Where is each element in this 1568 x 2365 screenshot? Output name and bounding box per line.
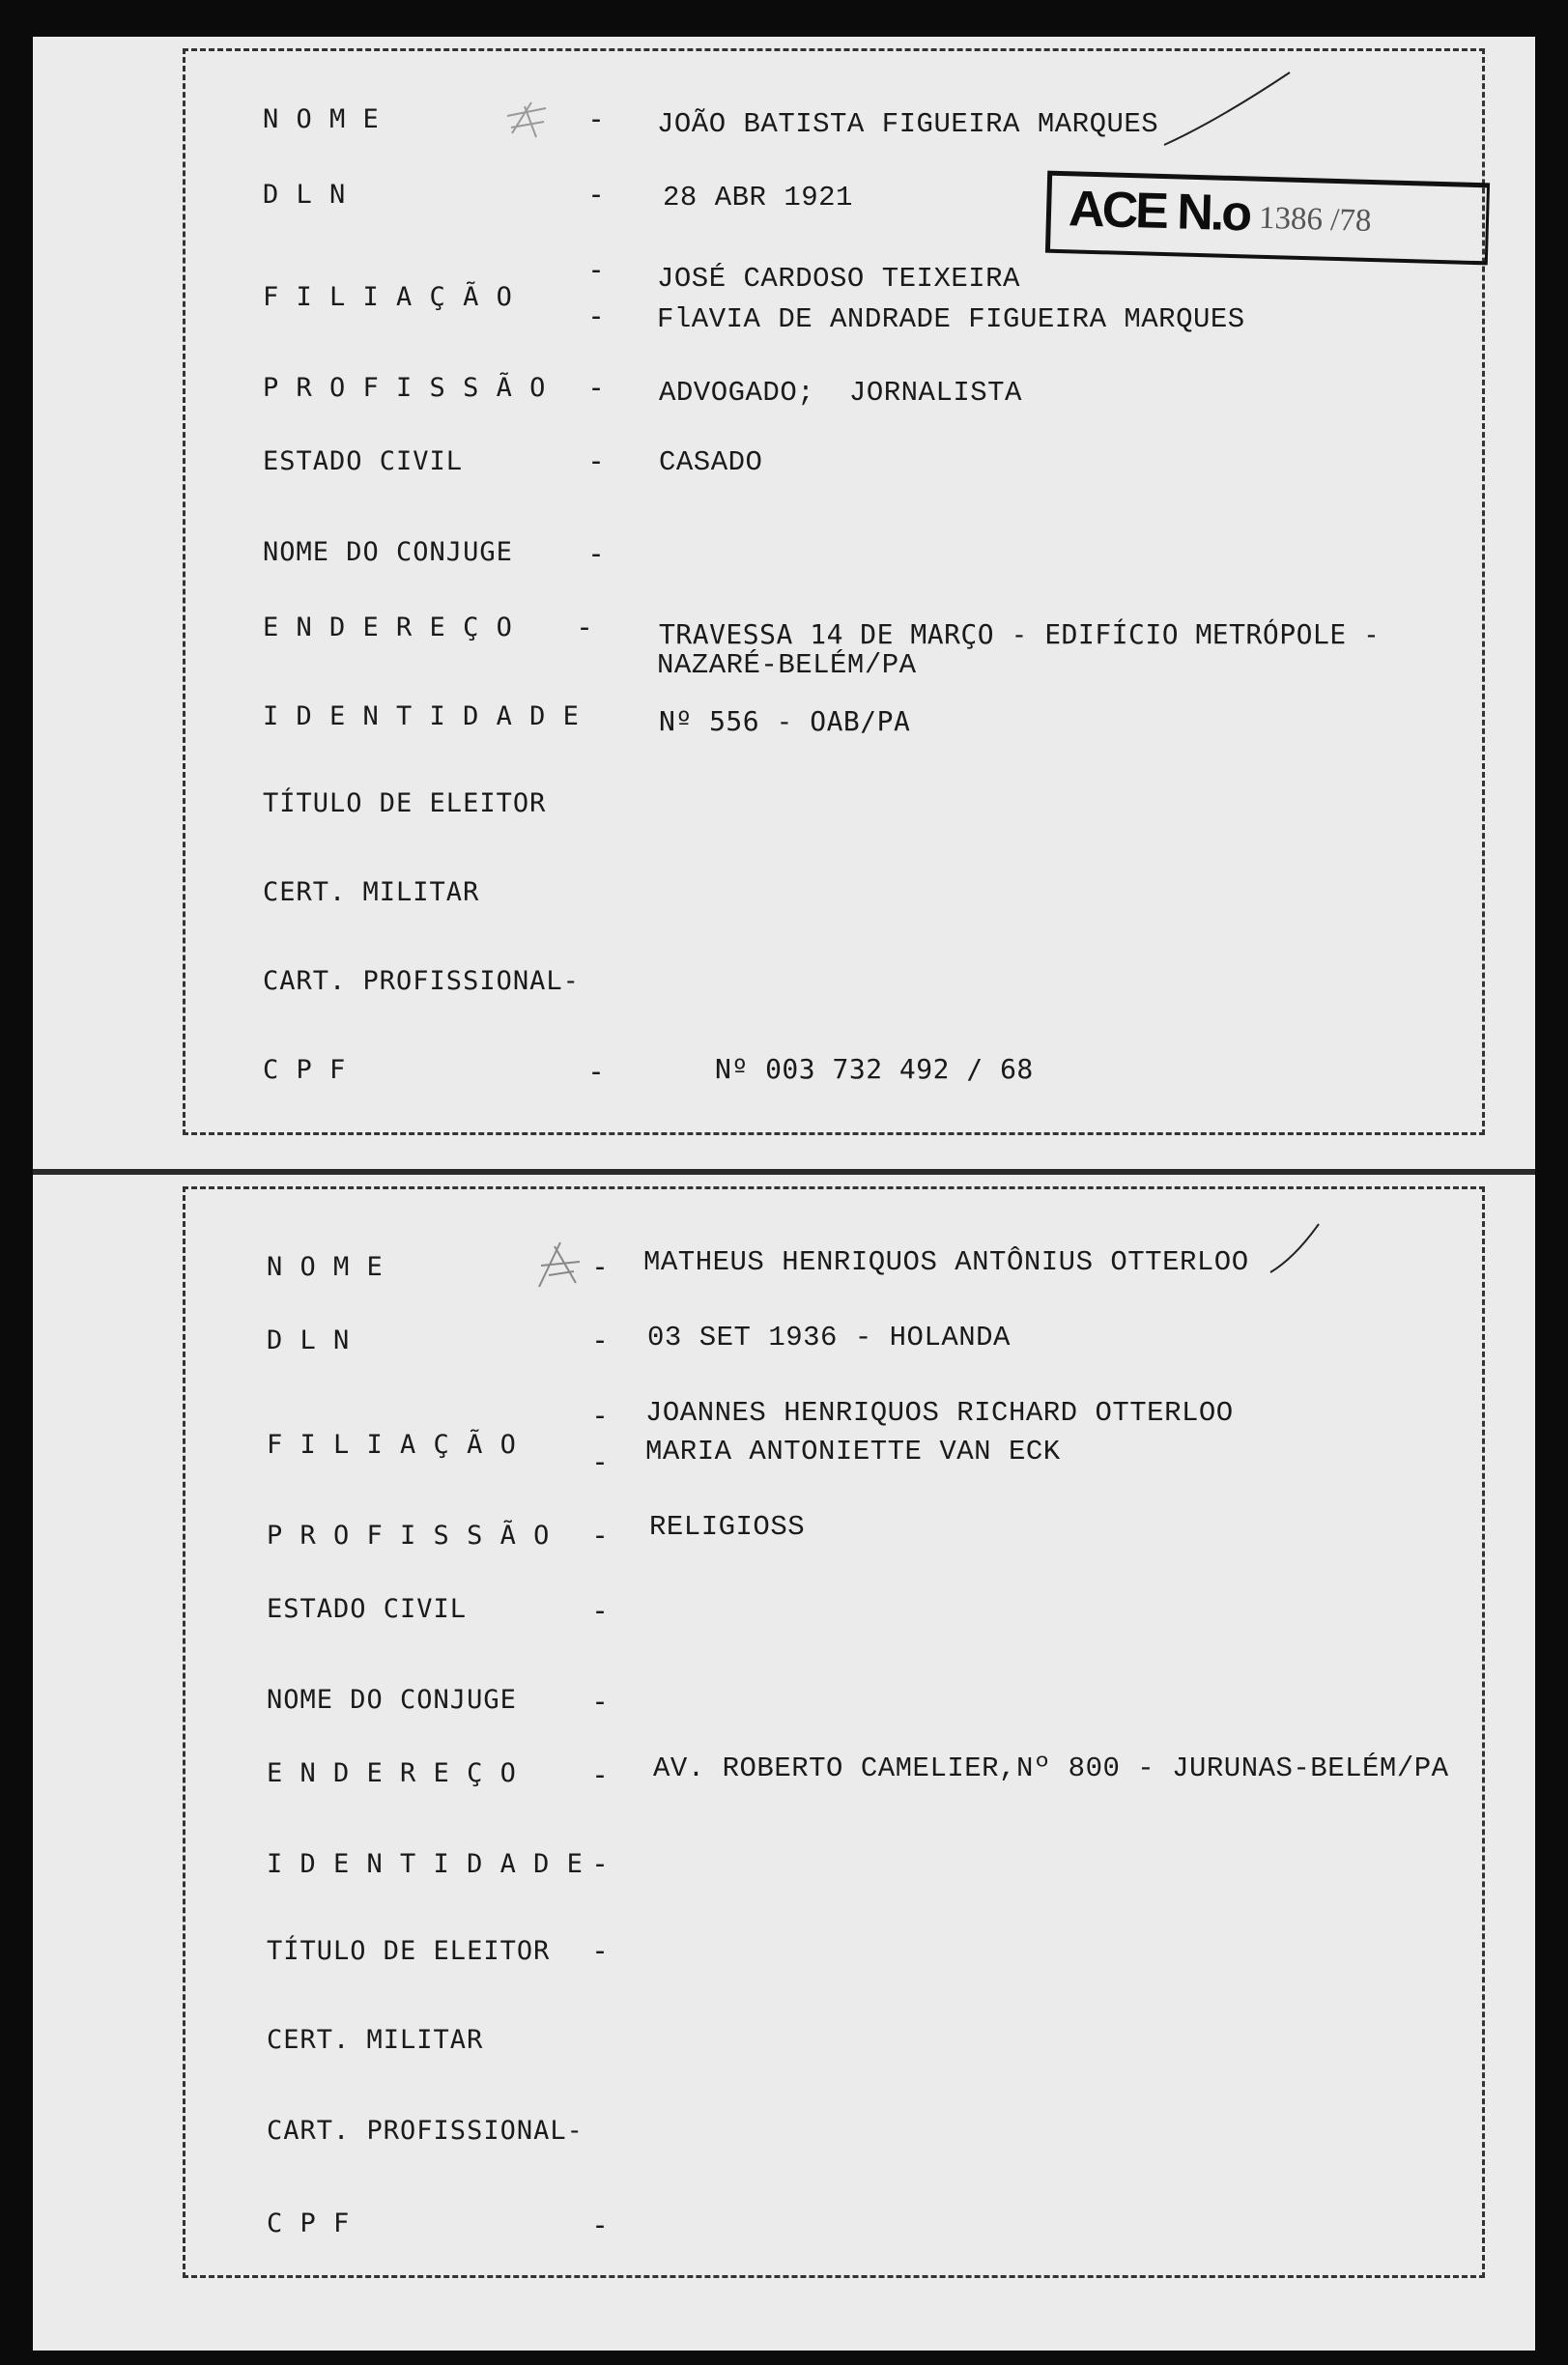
separator-dash: - bbox=[587, 444, 606, 478]
separator-dash: - bbox=[591, 1519, 610, 1553]
separator-dash: - bbox=[591, 1399, 610, 1433]
value-nome: JOÃO BATISTA FIGUEIRA MARQUES bbox=[657, 108, 1159, 140]
value-filiacao-pai: JOANNES HENRIQUOS RICHARD OTTERLOO bbox=[645, 1397, 1234, 1429]
value-profissao: ADVOGADO; JORNALISTA bbox=[659, 377, 1022, 409]
separator-dash: - bbox=[587, 537, 606, 571]
label-endereco: E N D E R E Ç O bbox=[267, 1758, 517, 1788]
separator-dash: - bbox=[576, 611, 594, 644]
label-nome: N O M E bbox=[267, 1252, 384, 1282]
value-filiacao-mae: FlAVIA DE ANDRADE FIGUEIRA MARQUES bbox=[657, 303, 1245, 335]
label-identidade: I D E N T I D A D E bbox=[263, 701, 580, 731]
label-endereco: E N D E R E Ç O bbox=[263, 613, 513, 642]
check-mark-icon bbox=[1266, 1219, 1324, 1277]
separator-dash: - bbox=[591, 1758, 610, 1792]
label-profissao: P R O F I S S Ã O bbox=[263, 373, 547, 403]
value-filiacao-mae: MARIA ANTONIETTE VAN ECK bbox=[645, 1436, 1061, 1467]
value-endereco-2: NAZARÉ-BELÉM/PA bbox=[657, 649, 917, 681]
handwritten-mark-icon bbox=[529, 1237, 587, 1295]
label-dln: D L N bbox=[263, 180, 347, 210]
separator-dash: - bbox=[587, 371, 606, 405]
page-divider bbox=[33, 1169, 1535, 1175]
separator-dash: - bbox=[591, 1250, 610, 1284]
check-mark-icon bbox=[1159, 68, 1295, 155]
label-titulo-eleitor: TÍTULO DE ELEITOR bbox=[267, 1936, 551, 1966]
label-dln: D L N bbox=[267, 1325, 351, 1355]
label-filiacao: F I L I A Ç Ã O bbox=[267, 1430, 517, 1460]
label-cart-profissional: CART. PROFISSIONAL- bbox=[263, 966, 580, 996]
value-estado-civil: CASADO bbox=[659, 446, 763, 478]
value-cpf: Nº 003 732 492 / 68 bbox=[715, 1053, 1034, 1085]
label-filiacao: F I L I A Ç Ã O bbox=[263, 282, 513, 312]
separator-dash: - bbox=[591, 1594, 610, 1628]
stamp-label: ACE N.o bbox=[1068, 181, 1250, 242]
label-titulo-eleitor: TÍTULO DE ELEITOR bbox=[263, 788, 547, 818]
separator-dash: - bbox=[587, 299, 606, 333]
value-identidade: Nº 556 - OAB/PA bbox=[659, 705, 911, 737]
separator-dash: - bbox=[591, 1847, 610, 1881]
label-identidade: I D E N T I D A D E bbox=[267, 1849, 584, 1879]
label-cart-profissional: CART. PROFISSIONAL- bbox=[267, 2116, 584, 2146]
separator-dash: - bbox=[591, 1934, 610, 1968]
value-profissao: RELIGIOSS bbox=[649, 1511, 806, 1543]
separator-dash: - bbox=[587, 253, 606, 287]
separator-dash: - bbox=[591, 1685, 610, 1719]
separator-dash: - bbox=[587, 102, 606, 136]
value-endereco-1: TRAVESSA 14 DE MARÇO - EDIFÍCIO METRÓPOLE - bbox=[659, 618, 1381, 650]
stamp-number: 1386 /78 bbox=[1258, 200, 1372, 239]
label-profissao: P R O F I S S Ã O bbox=[267, 1521, 551, 1551]
separator-dash: - bbox=[591, 1324, 610, 1357]
value-nome: MATHEUS HENRIQUOS ANTÔNIUS OTTERLOO bbox=[643, 1246, 1249, 1278]
separator-dash: - bbox=[591, 1445, 610, 1479]
label-cpf: C P F bbox=[263, 1055, 347, 1085]
label-estado-civil: ESTADO CIVIL bbox=[263, 446, 464, 476]
handwritten-mark-icon bbox=[498, 95, 556, 143]
separator-dash: - bbox=[587, 1055, 606, 1089]
label-nome: N O M E bbox=[263, 104, 380, 134]
separator-dash: - bbox=[587, 178, 606, 212]
label-cert-militar: CERT. MILITAR bbox=[267, 2025, 484, 2055]
label-nome-conjuge: NOME DO CONJUGE bbox=[263, 537, 513, 567]
label-nome-conjuge: NOME DO CONJUGE bbox=[267, 1685, 517, 1715]
label-cert-militar: CERT. MILITAR bbox=[263, 877, 480, 907]
separator-dash: - bbox=[591, 2208, 610, 2242]
ace-stamp bbox=[1045, 171, 1490, 266]
label-cpf: C P F bbox=[267, 2208, 351, 2238]
value-dln: 03 SET 1936 - HOLANDA bbox=[647, 1322, 1011, 1353]
value-dln: 28 ABR 1921 bbox=[663, 182, 853, 214]
value-endereco: AV. ROBERTO CAMELIER,Nº 800 - JURUNAS-BELÉM/PA bbox=[653, 1752, 1449, 1784]
label-estado-civil: ESTADO CIVIL bbox=[267, 1594, 468, 1624]
value-filiacao-pai: JOSÉ CARDOSO TEIXEIRA bbox=[657, 263, 1020, 295]
